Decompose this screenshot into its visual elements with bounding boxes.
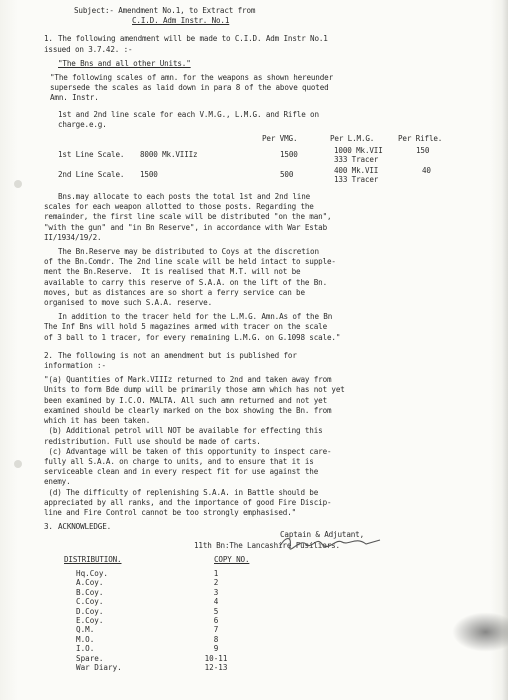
distribution-list [76, 569, 490, 672]
row-label-2nd-line: 2nd Line Scale. [58, 170, 125, 180]
para-2-item: which it has been taken. [44, 416, 151, 426]
list-item: C.Coy. 4 [76, 597, 219, 607]
body-line: of the Bn.Comdr. The 2nd line scale will be held intact to supple- [44, 257, 336, 267]
list-item: A.Coy. 2 [76, 578, 219, 588]
para-2-item: fully all S.A.A. on charge to units, and to ensure that it is [44, 456, 314, 466]
para-3-number: 3. [44, 522, 53, 532]
list-item: M.O. 8 [76, 634, 219, 644]
para-2-number: 2. [44, 350, 53, 360]
body-line: Bns.may allocate to each posts the total 1st and 2nd line [58, 192, 311, 202]
para-2-item: enemy. [44, 477, 71, 487]
body-line: moves, but as distances are so short a ferry service can be [44, 287, 305, 297]
body-line: In addition to the tracer held for the L.M.G. Amn.As of the Bn [58, 312, 333, 322]
scale-table [44, 134, 490, 186]
cell: 133 Tracer [334, 175, 379, 185]
punch-hole [14, 460, 22, 468]
cell: 1500 [140, 170, 158, 180]
subject-line-2: C.I.D. Adm Instr. No.1 [132, 16, 230, 26]
subject-line: Subject:- Amendment No.1, to Extract from [74, 6, 256, 15]
para-1-quote-line: supersede the scales as laid down in para 8 of the above quoted [50, 83, 329, 93]
body-line: ment the Bn.Reserve. It is realised that M.T. will not be [44, 267, 301, 277]
body-line: available to carry this reserve of S.A.A. on the lift of the Bn. [44, 277, 327, 287]
list-item: Spare. 10-11 [76, 653, 228, 663]
copy-no-heading: COPY NO. [214, 554, 250, 564]
page-edge-shadow [502, 0, 508, 700]
para-2-item: examined should be clearly marked on the box showing the Bn. from [44, 405, 332, 415]
list-item: I.O. 9 [76, 644, 219, 654]
para-1-line: issued on 3.7.42. :- [44, 44, 133, 54]
para-2 [44, 351, 490, 361]
list-item: Hq.Coy. 1 [76, 568, 219, 578]
para-1-scale-line: 1st and 2nd line scale for each V.M.G., L.M.G. and Rifle on [58, 109, 319, 119]
cell: 400 Mk.VII [334, 166, 379, 176]
column-header-vmg: Per VMG. [262, 134, 298, 144]
para-2-item: redistribution. Full use should be made of carts. [44, 436, 261, 446]
punch-hole [14, 180, 22, 188]
body-line: organised to move such S.A.A. reserve. [44, 298, 213, 308]
ink-stain [452, 612, 508, 652]
para-2-item: (b) Additional petrol will NOT be available for effecting this [44, 426, 323, 436]
para-2-line: The following is not an amendment but is published for [58, 350, 297, 360]
handwritten-signature [276, 532, 386, 552]
body-line: remainder, the first line scale will be distributed "on the man", [44, 212, 332, 222]
distribution-heading: DISTRIBUTION. [64, 554, 122, 564]
distribution-header [44, 555, 490, 565]
signature-unit: 11th Bn:The Lancashire Fusiliers. [194, 540, 340, 550]
cell: 333 Tracer [334, 155, 379, 165]
list-item: D.Coy. 5 [76, 606, 219, 616]
para-2-item: "(a) Quantities of Mark.VIIIz returned to 2nd and taken away from [44, 375, 332, 385]
body-line: II/1934/19/2. [44, 232, 102, 242]
column-header-rifle: Per Rifle. [398, 134, 443, 144]
para-1 [44, 34, 490, 44]
cell: 8000 Mk.VIIIz [140, 150, 198, 160]
list-item: E.Coy. 6 [76, 615, 219, 625]
para-1-number: 1. [44, 34, 53, 44]
cell: 1500 [280, 150, 298, 160]
list-item: B.Coy. 3 [76, 587, 219, 597]
list-item: War Diary. 12-13 [76, 663, 228, 672]
column-header-lmg: Per L.M.G. [330, 134, 375, 144]
cell: 150 [416, 146, 430, 156]
body-line: The Bn.Reserve may be distributed to Coys at the discretion [58, 247, 319, 257]
row-label-1st-line: 1st Line Scale. [58, 150, 125, 160]
signature-rank: Captain & Adjutant, [280, 530, 365, 540]
cell: 40 [422, 166, 431, 176]
para-1-scale-line: charge.e.g. [58, 119, 107, 129]
para-2-item: (c) Advantage will be taken of this opportunity to inspect care- [44, 446, 332, 456]
acknowledge-text: ACKNOWLEDGE. [58, 522, 112, 532]
cell: 1000 Mk.VII [334, 146, 383, 156]
para-2-item: appreciated by all ranks, and the importance of good Fire Discip- [44, 497, 332, 507]
body-line: The Inf Bns will hold 5 magazines armed with tracer on the scale [44, 322, 327, 332]
list-item: Q.M. 7 [76, 625, 219, 635]
para-2-line: information :- [44, 361, 106, 371]
para-2-item: Units to form Bde dump will be primarily those amn which has not yet [44, 385, 345, 395]
para-2-item: serviceable clean and in every respect fit for use against the [44, 467, 319, 477]
para-1-heading: "The Bns and all other Units." [58, 58, 191, 68]
body-line: scales for each weapon allotted to those posts. Regarding the [44, 202, 314, 212]
para-2-item: (d) The difficulty of replenishing S.A.A. in Battle should be [44, 487, 319, 497]
body-line: "with the gun" and "in Bn Reserve", in accordance with War Estab [44, 222, 327, 232]
para-2-item: line and Fire Control cannot be too strongly emphasised." [44, 507, 297, 517]
para-1-line: The following amendment will be made to C.I.D. Adm Instr No.1 [58, 34, 328, 44]
para-1-quote-line: "The following scales of amn. for the weapons as shown hereunder [50, 73, 333, 83]
para-2-item: been examined by I.C.O. MALTA. All such amn returned and not yet [44, 395, 327, 405]
para-1-quote-line: Amn. Instr. [50, 93, 99, 103]
body-line: of 3 ball to 1 tracer, for every remaining L.M.G. on G.1098 scale." [44, 332, 341, 342]
cell: 500 [280, 170, 294, 180]
